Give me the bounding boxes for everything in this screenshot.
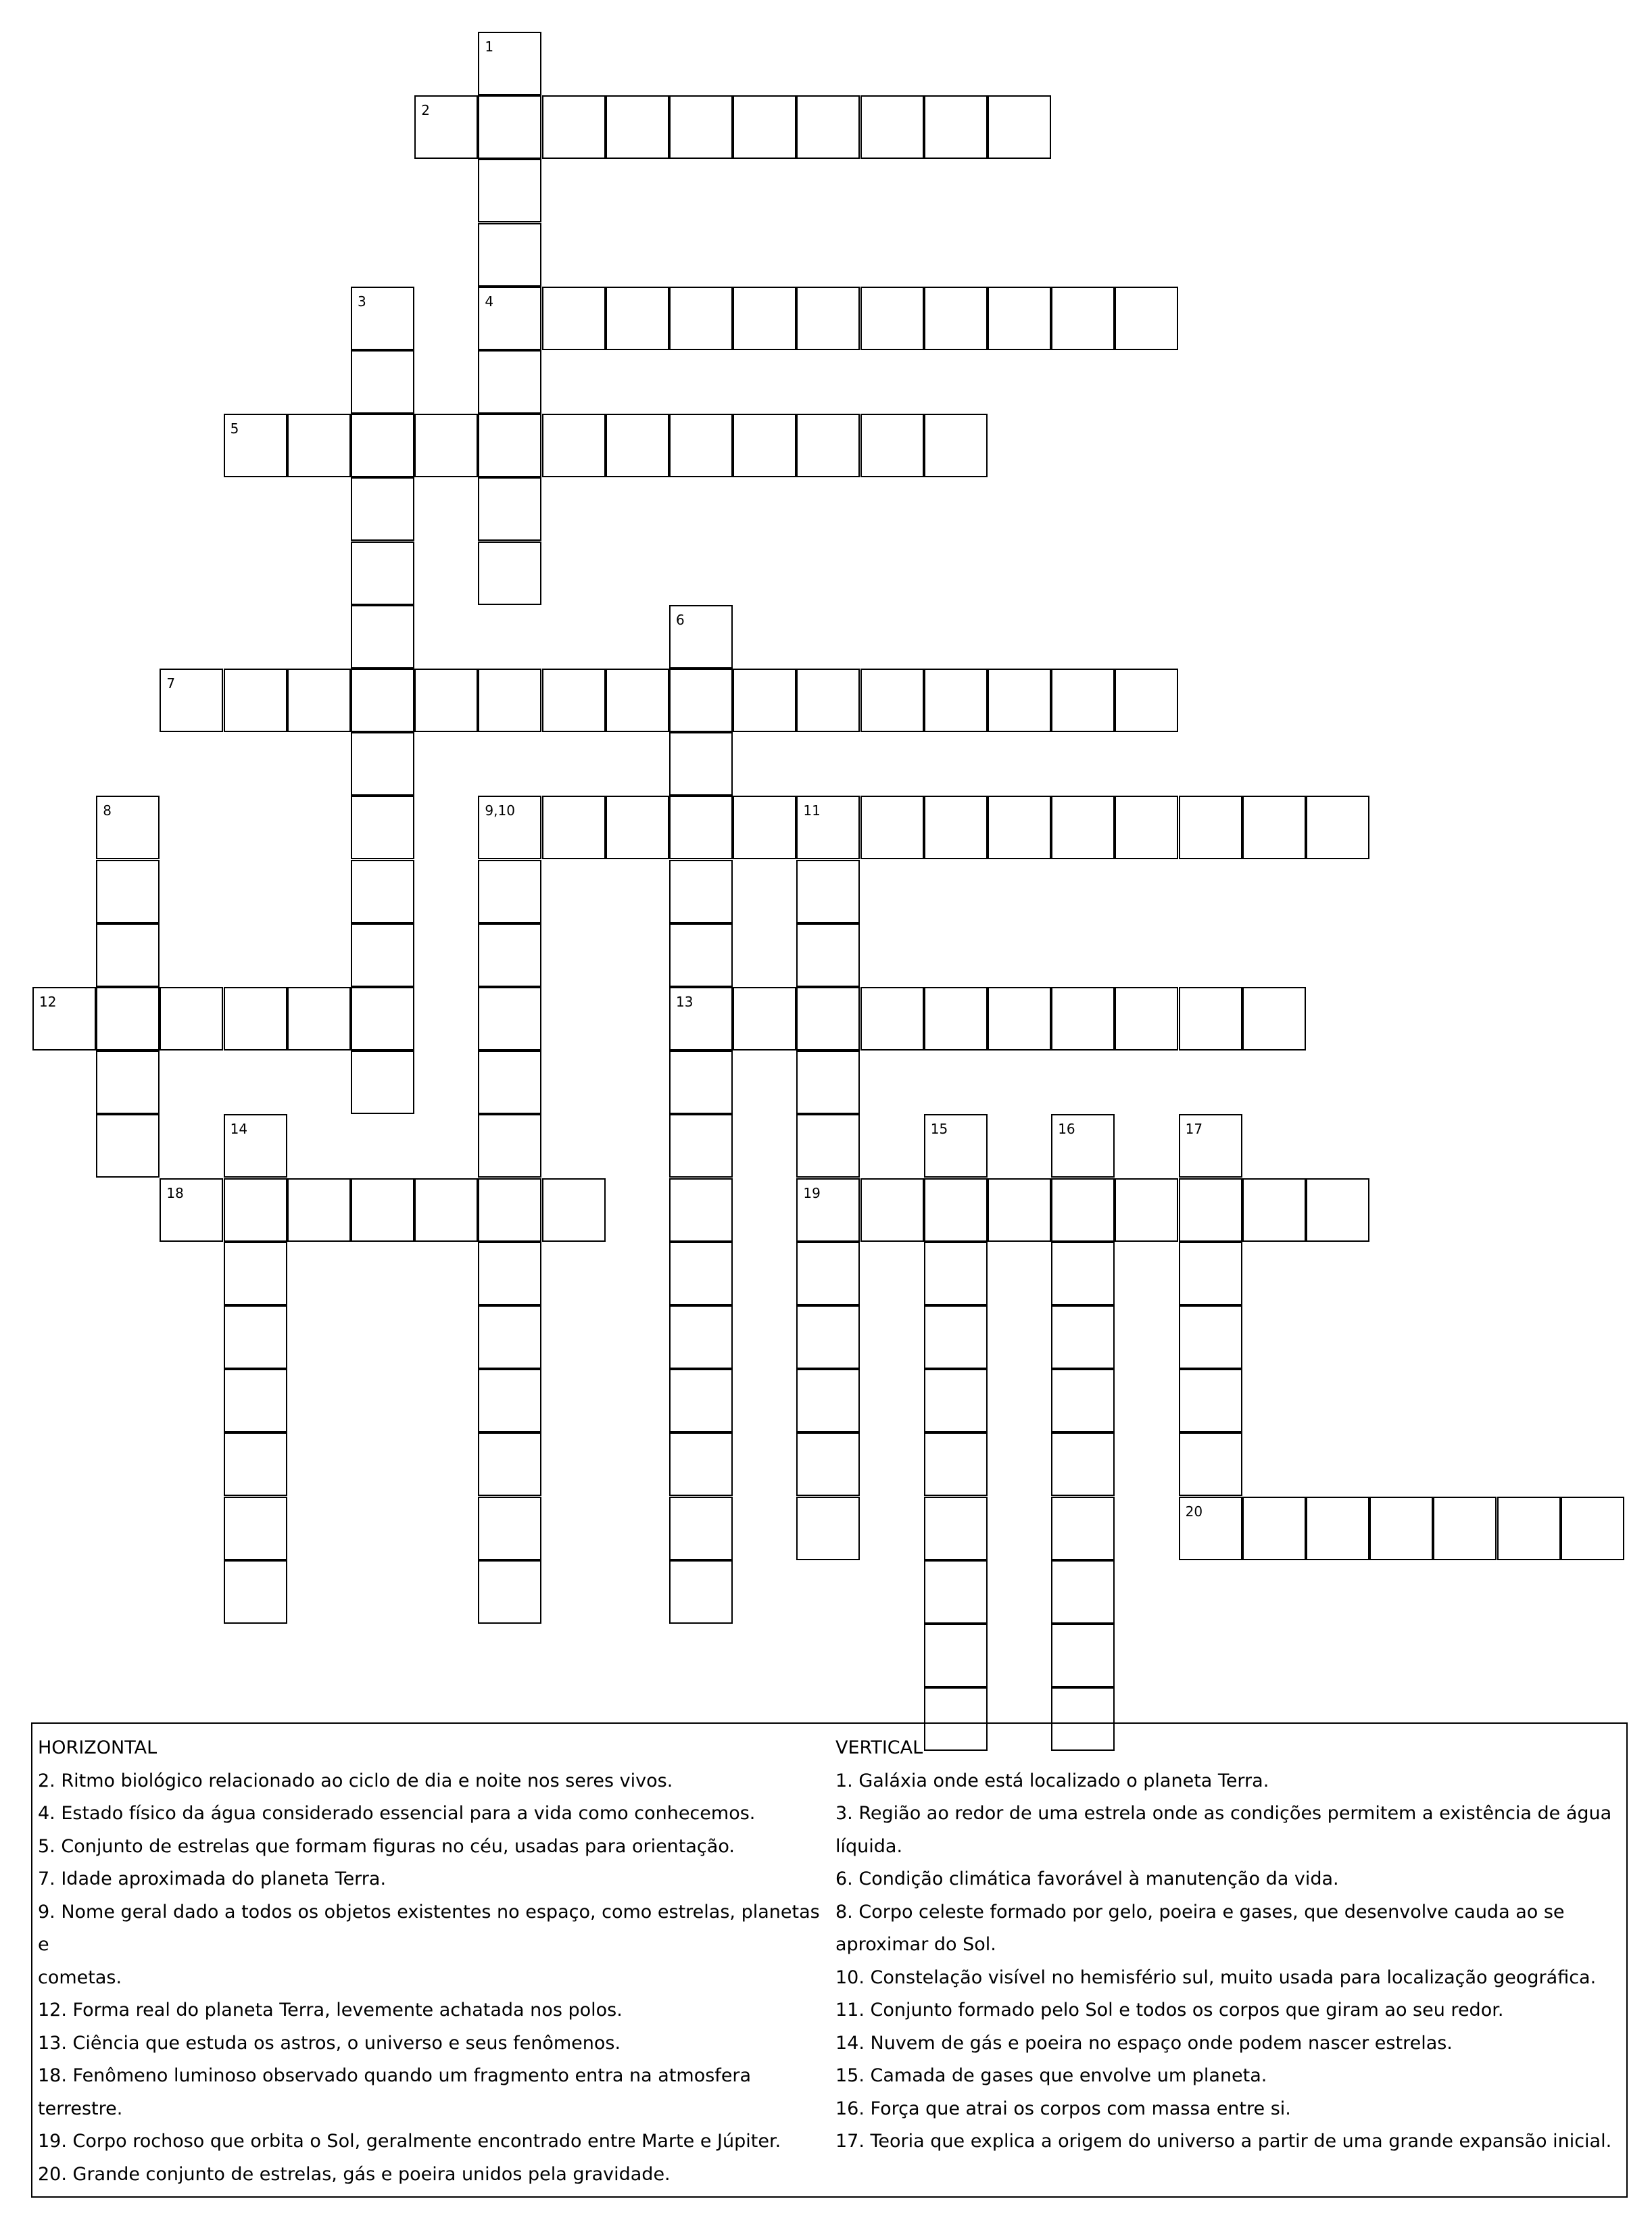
grid-cell[interactable]	[224, 1178, 287, 1242]
grid-cell[interactable]	[351, 1178, 414, 1242]
grid-cell[interactable]	[478, 414, 541, 477]
clue-line: 6. Condição climática favorável à manutenção da vida.	[835, 1868, 1339, 1889]
clue-line: cometas.	[38, 1966, 122, 1988]
clue-line: líquida.	[835, 1835, 903, 1857]
grid-cell[interactable]	[224, 1305, 287, 1369]
clue-number: 4	[485, 293, 494, 310]
grid-cell[interactable]	[1306, 1497, 1369, 1560]
grid-cell[interactable]	[733, 987, 796, 1050]
grid-cell[interactable]	[1497, 1497, 1561, 1560]
grid-cell[interactable]	[1051, 1305, 1115, 1369]
grid-cell[interactable]	[796, 923, 860, 987]
clue-number: 17	[1185, 1121, 1203, 1138]
grid-cell[interactable]	[860, 95, 924, 159]
grid-cell[interactable]	[924, 1560, 988, 1624]
grid-cell[interactable]	[1179, 1369, 1242, 1432]
clue-number: 1	[485, 39, 494, 55]
grid-cell[interactable]	[669, 1242, 733, 1305]
grid-cell[interactable]	[1115, 987, 1178, 1050]
grid-cell[interactable]	[669, 1305, 733, 1369]
clue-line: 18. Fenômeno luminoso observado quando um fragmento entra na atmosfera	[38, 2065, 752, 2086]
grid-cell[interactable]	[733, 287, 796, 350]
grid-cell[interactable]	[924, 1624, 988, 1687]
grid-cell[interactable]	[351, 477, 414, 541]
clue-number: 3	[358, 293, 366, 310]
grid-cell[interactable]	[606, 796, 669, 859]
clue-number: 5	[230, 420, 239, 437]
clue-line: 10. Constelação visível no hemisfério sul, muito usada para localização geográfica.	[835, 1966, 1597, 1988]
grid-cell[interactable]	[351, 732, 414, 796]
grid-cell[interactable]	[796, 414, 860, 477]
clue-number: 11	[803, 802, 821, 819]
grid-cell[interactable]	[287, 1178, 351, 1242]
grid-cell[interactable]	[478, 477, 541, 541]
grid-cell[interactable]	[542, 796, 606, 859]
clue-line: 20. Grande conjunto de estrelas, gás e poeira unidos pela gravidade.	[38, 2163, 671, 2185]
grid-cell[interactable]	[669, 287, 733, 350]
grid-cell[interactable]	[1179, 1305, 1242, 1369]
clue-number: 19	[803, 1184, 821, 1201]
clue-line: 3. Região ao redor de uma estrela onde as condições permitem a existência de água	[835, 1803, 1612, 1824]
grid-cell[interactable]	[351, 1050, 414, 1114]
grid-cell[interactable]	[1115, 796, 1178, 859]
grid-cell[interactable]	[478, 541, 541, 605]
grid-cell[interactable]	[1561, 1497, 1624, 1560]
clue-number: 14	[230, 1121, 248, 1138]
grid-cell[interactable]	[478, 1305, 541, 1369]
grid-cell[interactable]	[1179, 1432, 1242, 1496]
grid-cell[interactable]	[796, 95, 860, 159]
grid-cell[interactable]	[924, 95, 988, 159]
grid-cell[interactable]	[606, 287, 669, 350]
grid-cell[interactable]	[669, 1369, 733, 1432]
grid-cell[interactable]	[224, 987, 287, 1050]
grid-cell[interactable]	[860, 414, 924, 477]
grid-cell[interactable]	[669, 1432, 733, 1496]
grid-cell[interactable]	[542, 287, 606, 350]
clue-line: 17. Teoria que explica a origem do universo a partir de uma grande expansão inicial.	[835, 2131, 1612, 2152]
grid-cell[interactable]	[796, 1114, 860, 1178]
grid-cell[interactable]	[478, 669, 541, 732]
grid-cell[interactable]	[796, 669, 860, 732]
grid-cell[interactable]	[1051, 287, 1115, 350]
grid-cell[interactable]	[1179, 796, 1242, 859]
clue-number: 12	[39, 994, 57, 1010]
grid-cell[interactable]	[542, 414, 606, 477]
clue-number: 15	[930, 1121, 948, 1138]
grid-cell[interactable]	[478, 159, 541, 222]
grid-cell[interactable]	[1051, 1624, 1115, 1687]
clue-number: 13	[676, 994, 694, 1010]
grid-cell[interactable]	[1179, 1178, 1242, 1242]
grid-cell[interactable]	[224, 1369, 287, 1432]
grid-cell[interactable]	[1051, 669, 1115, 732]
clue-number: 6	[676, 611, 685, 628]
clue-number: 9,10	[485, 802, 515, 819]
clue-line: 8. Corpo celeste formado por gelo, poeira e gases, que desenvolve cauda ao se	[835, 1901, 1565, 1923]
grid-cell[interactable]	[669, 1114, 733, 1178]
grid-cell[interactable]	[606, 95, 669, 159]
grid-cell[interactable]	[988, 796, 1051, 859]
grid-cell[interactable]	[224, 1432, 287, 1496]
grid-cell[interactable]	[924, 1242, 988, 1305]
grid-cell[interactable]	[96, 1114, 160, 1178]
grid-cell[interactable]	[669, 669, 733, 732]
vertical-clues	[835, 1732, 1623, 2158]
grid-cell[interactable]	[669, 1497, 733, 1560]
grid-cell[interactable]	[478, 860, 541, 923]
clue-line: 1. Galáxia onde está localizado o planeta Terra.	[835, 1770, 1269, 1791]
grid-cell[interactable]	[478, 95, 541, 159]
grid-cell[interactable]	[796, 287, 860, 350]
clue-line: 2. Ritmo biológico relacionado ao ciclo de dia e noite nos seres vivos.	[38, 1770, 673, 1791]
horizontal-clues	[38, 1732, 829, 2191]
grid-cell[interactable]	[96, 987, 160, 1050]
clue-line: aproximar do Sol.	[835, 1934, 996, 1955]
grid-cell[interactable]	[1115, 669, 1178, 732]
grid-cell[interactable]	[669, 732, 733, 796]
grid-cell[interactable]	[733, 669, 796, 732]
grid-cell[interactable]	[287, 669, 351, 732]
grid-cell[interactable]	[1051, 796, 1115, 859]
grid-cell[interactable]	[860, 796, 924, 859]
grid-cell[interactable]	[478, 223, 541, 287]
clue-number: 16	[1058, 1121, 1075, 1138]
grid-cell[interactable]	[351, 860, 414, 923]
grid-cell[interactable]	[988, 669, 1051, 732]
grid-cell[interactable]	[669, 95, 733, 159]
grid-cell[interactable]	[796, 1305, 860, 1369]
grid-cell[interactable]	[287, 987, 351, 1050]
grid-cell[interactable]	[478, 350, 541, 414]
grid-cell[interactable]	[669, 860, 733, 923]
grid-cell[interactable]	[478, 1178, 541, 1242]
grid-cell[interactable]	[924, 287, 988, 350]
grid-cell[interactable]	[669, 414, 733, 477]
clue-number: 20	[1185, 1503, 1203, 1520]
grid-cell[interactable]	[669, 923, 733, 987]
grid-cell[interactable]	[351, 541, 414, 605]
grid-cell[interactable]	[351, 669, 414, 732]
grid-cell[interactable]	[224, 669, 287, 732]
grid-cell[interactable]	[796, 1432, 860, 1496]
grid-cell[interactable]	[351, 923, 414, 987]
grid-cell[interactable]	[860, 287, 924, 350]
grid-cell[interactable]	[478, 1432, 541, 1496]
clue-line: 14. Nuvem de gás e poeira no espaço onde podem nascer estrelas.	[835, 2032, 1453, 2054]
grid-cell[interactable]	[351, 605, 414, 669]
grid-cell[interactable]	[1051, 987, 1115, 1050]
clue-line: 19. Corpo rochoso que orbita o Sol, geralmente encontrado entre Marte e Júpiter.	[38, 2131, 781, 2152]
clue-line: 13. Ciência que estuda os astros, o universo e seus fenômenos.	[38, 2032, 621, 2054]
grid-cell[interactable]	[1115, 1178, 1178, 1242]
grid-cell[interactable]	[1433, 1497, 1497, 1560]
clue-line: 11. Conjunto formado pelo Sol e todos os corpos que giram ao seu redor.	[835, 2000, 1504, 2021]
grid-cell[interactable]	[924, 1305, 988, 1369]
grid-cell[interactable]	[924, 1432, 988, 1496]
grid-cell[interactable]	[414, 414, 478, 477]
grid-cell[interactable]	[1306, 1178, 1369, 1242]
grid-cell[interactable]	[287, 414, 351, 477]
grid-cell[interactable]	[796, 1050, 860, 1114]
clue-line: 5. Conjunto de estrelas que formam figuras no céu, usadas para orientação.	[38, 1835, 735, 1857]
grid-cell[interactable]	[733, 796, 796, 859]
grid-cell[interactable]	[542, 95, 606, 159]
grid-cell[interactable]	[1051, 1242, 1115, 1305]
clue-number: 18	[166, 1184, 184, 1201]
grid-cell[interactable]	[796, 1497, 860, 1560]
grid-cell[interactable]	[924, 1369, 988, 1432]
horizontal-heading: HORIZONTAL	[38, 1737, 157, 1758]
grid-cell[interactable]	[478, 987, 541, 1050]
grid-cell[interactable]	[988, 1178, 1051, 1242]
grid-cell[interactable]	[606, 414, 669, 477]
grid-cell[interactable]	[1179, 1242, 1242, 1305]
grid-cell[interactable]	[224, 1242, 287, 1305]
grid-cell[interactable]	[478, 1497, 541, 1560]
grid-cell[interactable]	[669, 1560, 733, 1624]
grid-cell[interactable]	[1051, 1178, 1115, 1242]
grid-cell[interactable]	[160, 987, 223, 1050]
grid-cell[interactable]	[1051, 1560, 1115, 1624]
grid-cell[interactable]	[478, 1050, 541, 1114]
grid-cell[interactable]	[224, 1497, 287, 1560]
grid-cell[interactable]	[606, 669, 669, 732]
grid-cell[interactable]	[988, 95, 1051, 159]
clue-line: terrestre.	[38, 2098, 123, 2119]
grid-cell[interactable]	[1179, 987, 1242, 1050]
grid-cell[interactable]	[1051, 1369, 1115, 1432]
grid-cell[interactable]	[796, 1369, 860, 1432]
grid-cell[interactable]	[478, 1369, 541, 1432]
clue-line: 7. Idade aproximada do planeta Terra.	[38, 1868, 387, 1889]
grid-cell[interactable]	[1115, 287, 1178, 350]
grid-cell[interactable]	[796, 1242, 860, 1305]
grid-cell[interactable]	[1306, 796, 1369, 859]
clue-number: 7	[166, 675, 176, 692]
grid-cell[interactable]	[733, 414, 796, 477]
grid-cell[interactable]	[860, 669, 924, 732]
grid-cell[interactable]	[542, 1178, 606, 1242]
grid-cell[interactable]	[988, 287, 1051, 350]
grid-cell[interactable]	[414, 669, 478, 732]
grid-cell[interactable]	[924, 987, 988, 1050]
grid-cell[interactable]	[542, 669, 606, 732]
clue-line: 15. Camada de gases que envolve um planeta.	[835, 2065, 1267, 2086]
grid-cell[interactable]	[796, 860, 860, 923]
grid-cell[interactable]	[988, 987, 1051, 1050]
grid-cell[interactable]	[351, 987, 414, 1050]
grid-cell[interactable]	[478, 1242, 541, 1305]
grid-cell[interactable]	[860, 1178, 924, 1242]
grid-cell[interactable]	[478, 1560, 541, 1624]
grid-cell[interactable]	[924, 1497, 988, 1560]
grid-cell[interactable]	[1242, 987, 1306, 1050]
clues-box	[31, 1722, 1628, 2198]
grid-cell[interactable]	[1242, 796, 1306, 859]
grid-cell[interactable]	[924, 669, 988, 732]
grid-cell[interactable]	[669, 1050, 733, 1114]
grid-cell[interactable]	[351, 414, 414, 477]
clue-line: 16. Força que atrai os corpos com massa entre si.	[835, 2098, 1291, 2119]
vertical-heading: VERTICAL	[835, 1737, 923, 1758]
clue-number: 8	[103, 802, 112, 819]
grid-cell[interactable]	[1242, 1178, 1306, 1242]
grid-cell[interactable]	[478, 923, 541, 987]
grid-cell[interactable]	[1369, 1497, 1433, 1560]
grid-cell[interactable]	[924, 796, 988, 859]
clue-line: 9. Nome geral dado a todos os objetos existentes no espaço, como estrelas, planetas e	[38, 1901, 820, 1955]
grid-cell[interactable]	[224, 1560, 287, 1624]
grid-cell[interactable]	[733, 95, 796, 159]
grid-cell[interactable]	[669, 796, 733, 859]
grid-cell[interactable]	[924, 414, 988, 477]
grid-cell[interactable]	[351, 796, 414, 859]
grid-cell[interactable]	[1242, 1497, 1306, 1560]
grid-cell[interactable]	[1051, 1497, 1115, 1560]
clue-number: 2	[421, 102, 430, 119]
grid-cell[interactable]	[96, 923, 160, 987]
grid-cell[interactable]	[860, 987, 924, 1050]
grid-cell[interactable]	[414, 1178, 478, 1242]
grid-cell[interactable]	[669, 1178, 733, 1242]
grid-cell[interactable]	[796, 987, 860, 1050]
grid-cell[interactable]	[1051, 1432, 1115, 1496]
grid-cell[interactable]	[924, 1178, 988, 1242]
clue-line: 12. Forma real do planeta Terra, levemente achatada nos polos.	[38, 2000, 623, 2021]
grid-cell[interactable]	[351, 350, 414, 414]
grid-cell[interactable]	[96, 860, 160, 923]
grid-cell[interactable]	[478, 1114, 541, 1178]
grid-cell[interactable]	[96, 1050, 160, 1114]
clue-line: 4. Estado físico da água considerado essencial para a vida como conhecemos.	[38, 1803, 756, 1824]
